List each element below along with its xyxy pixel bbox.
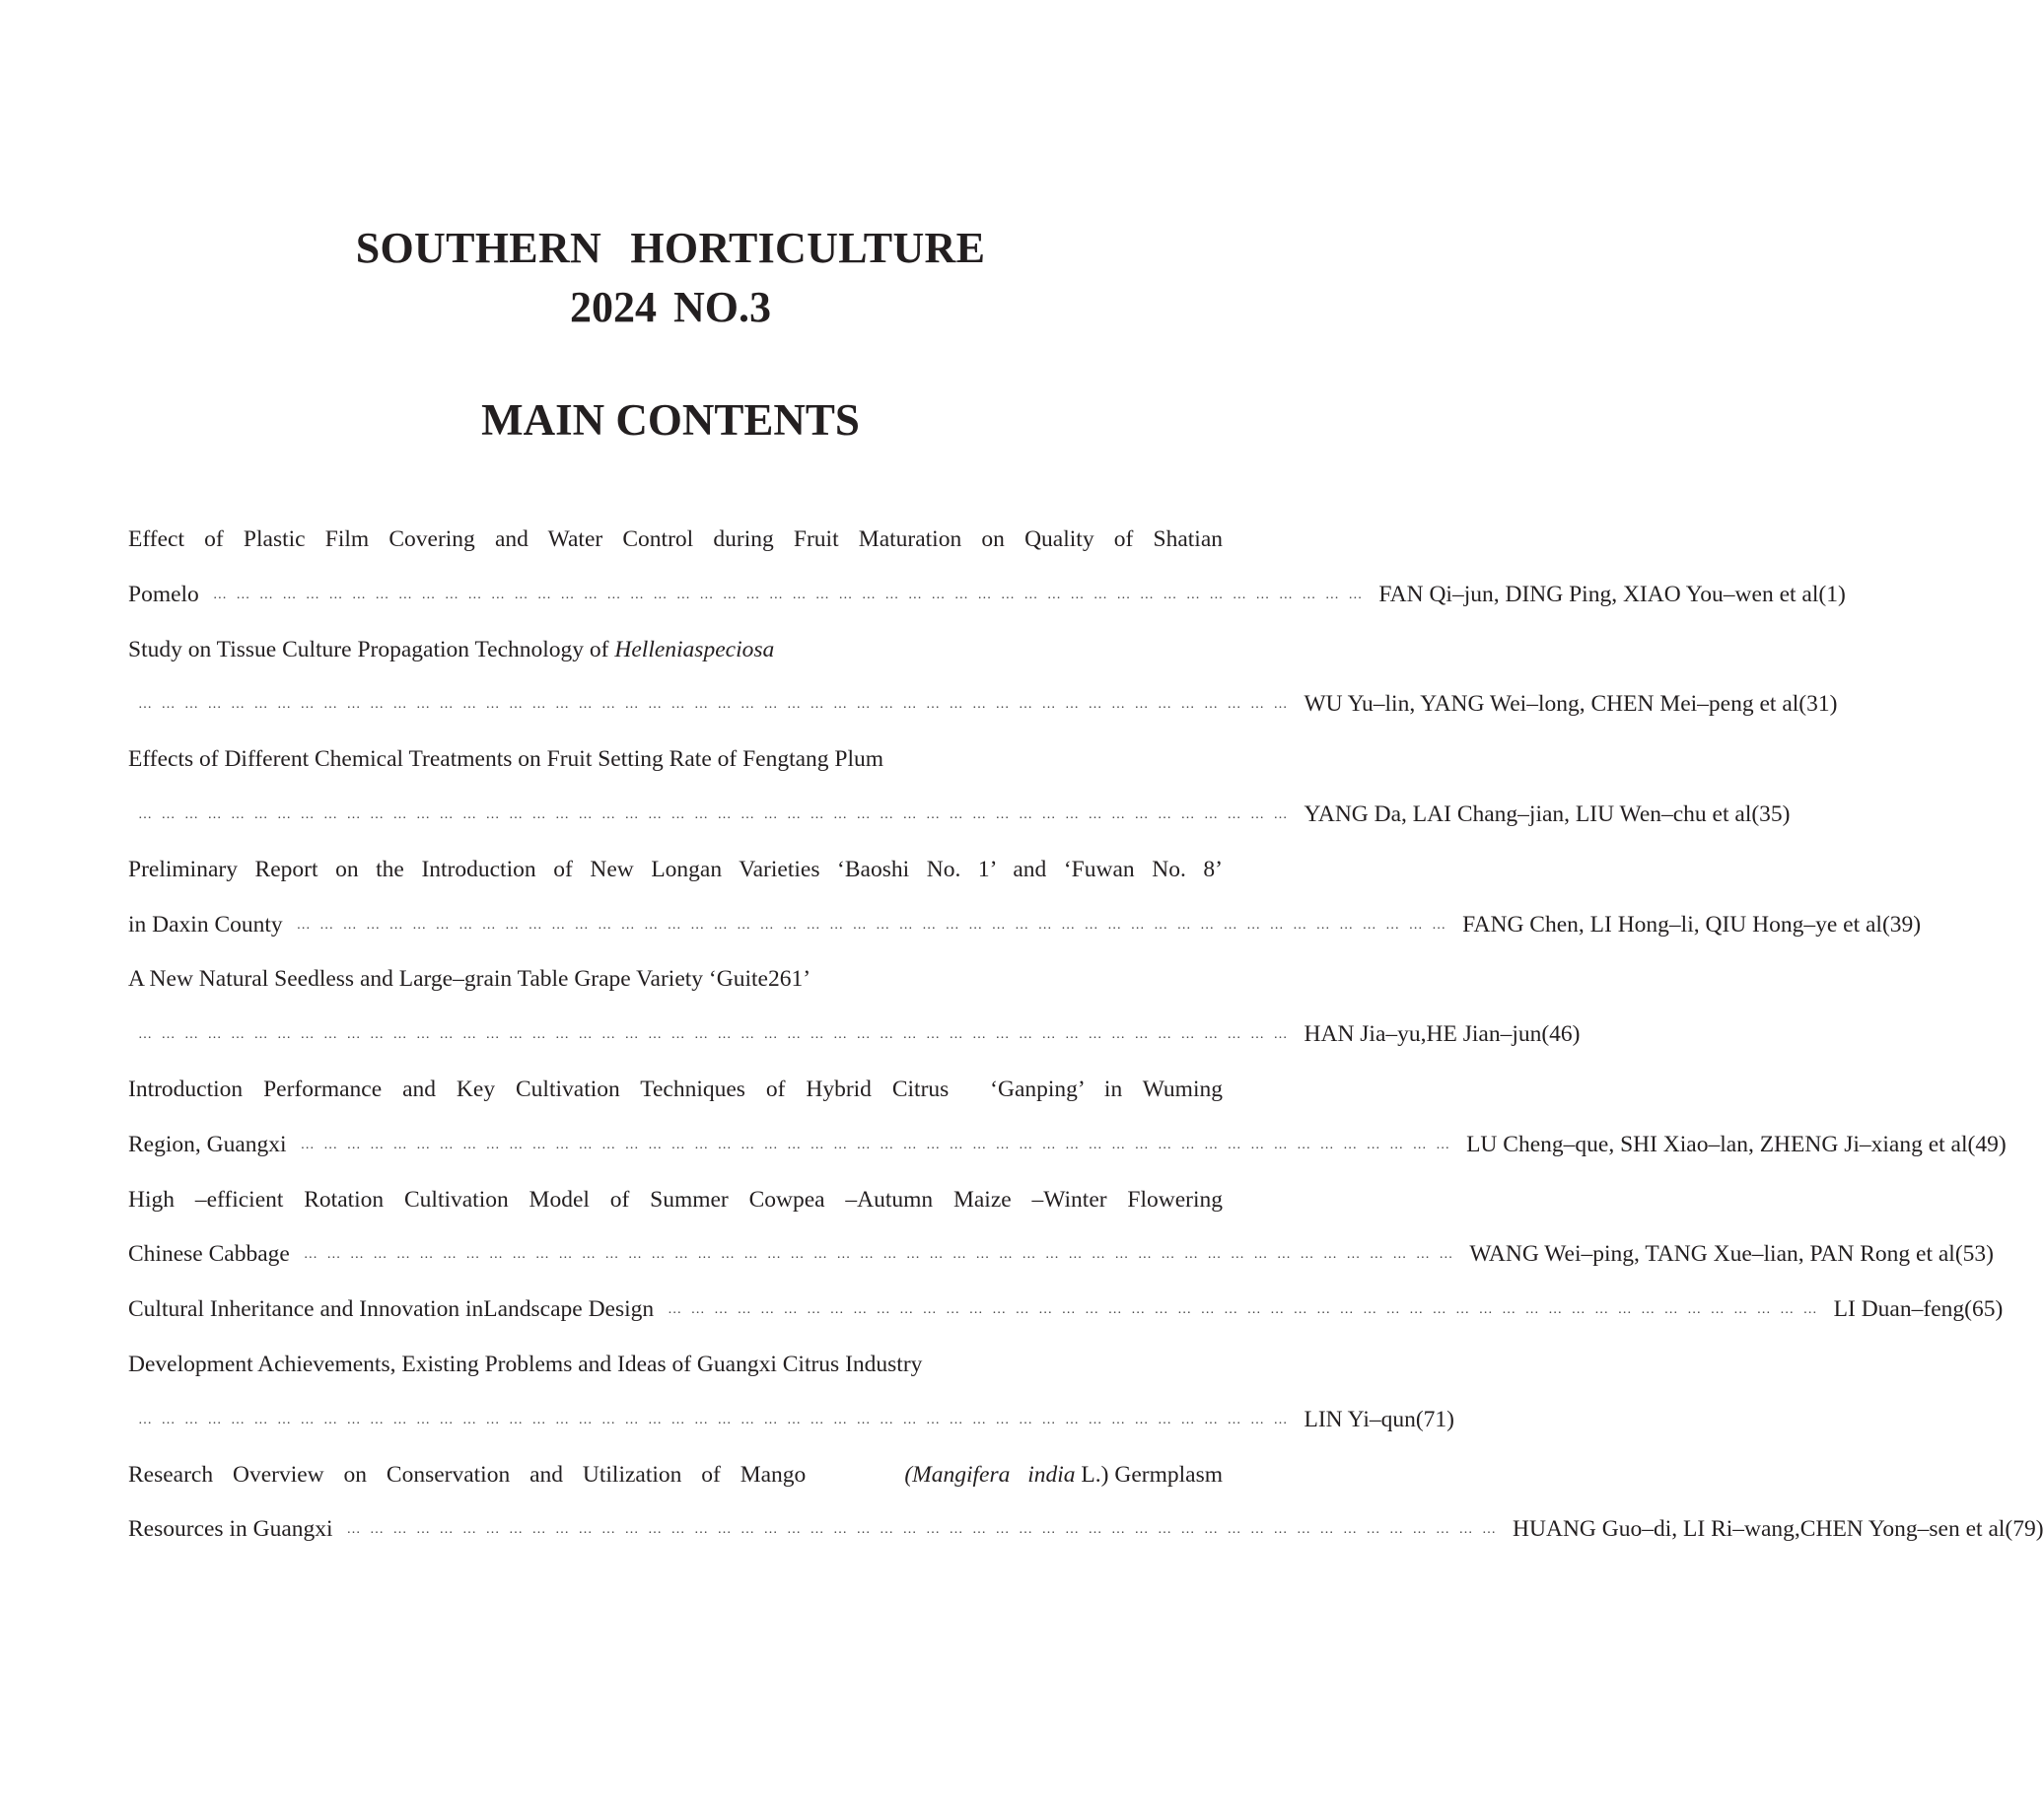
issue-number: 2024 NO.3 xyxy=(570,283,771,331)
dot-leader: … … … … … … … … … … … … … … … … … … … … … … … … … … … … … … … … … … … … … … … … … … … … … … … … … … xyxy=(668,1302,1820,1318)
authors: LI Duan–feng xyxy=(1833,1296,1965,1323)
toc-entry-title-cont: Region, Guangxi xyxy=(128,1131,287,1157)
toc-entry-title-cont: Resources in Guangxi xyxy=(128,1516,333,1543)
toc-entry-byline[interactable] xyxy=(128,568,1846,623)
dot-leader: … … … … … … … … … … … … … … … … … … … … … … … … … … … … … … … … … … … … … … … … … … … … … … … … … … xyxy=(138,697,1291,713)
dot-leader: … … … … … … … … … … … … … … … … … … … … … … … … … … … … … … … … … … … … … … … … … … … … … … … … … … xyxy=(212,587,1366,602)
dot-leader: … … … … … … … … … … … … … … … … … … … … … … … … … … … … … … … … … … … … … … … … … … … … … … … … … … xyxy=(138,1412,1291,1427)
authors: HUANG Guo–di, LI Ri–wang,CHEN Yong–sen et al xyxy=(1513,1516,2006,1543)
toc-entry-title[interactable]: Development Achievements, Existing Problems and Ideas of Guangxi Citrus Industry xyxy=(128,1351,923,1377)
toc-entry-authors xyxy=(1513,1502,2044,1558)
authors: LU Cheng–que, SHI Xiao–lan, ZHENG Ji–xiang et al xyxy=(1466,1131,1968,1157)
toc-entry-title[interactable]: Effects of Different Chemical Treatments on Fruit Setting Rate of Fengtang Plum xyxy=(128,746,884,773)
species-name: Helleniaspeciosa xyxy=(614,636,775,662)
page-number: (65) xyxy=(1964,1296,2004,1323)
toc-entry-title[interactable] xyxy=(128,623,1223,678)
dot-leader: … … … … … … … … … … … … … … … … … … … … … … … … … … … … … … … … … … … … … … … … … … … … … … … … … … xyxy=(296,917,1449,933)
page-number: (46) xyxy=(1541,1021,1581,1048)
dot-leader: … … … … … … … … … … … … … … … … … … … … … … … … … … … … … … … … … … … … … … … … … … … … … … … … … … xyxy=(138,806,1291,822)
title-text-species xyxy=(904,1448,1223,1503)
section-title: MAIN CONTENTS xyxy=(481,395,860,445)
authors: FANG Chen, LI Hong–li, QIU Hong–ye et al xyxy=(1462,911,1882,938)
dot-leader: … … … … … … … … … … … … … … … … … … … … … … … … … … … … … … … … … … … … … … … … … … … … … … … … … … xyxy=(138,1027,1291,1043)
page-number: (31) xyxy=(1798,691,1838,718)
toc-entry-title[interactable]: Preliminary Report on the Introduction of New Longan Varieties ‘Baoshi No. 1’ and ‘Fuwan No. 8’ xyxy=(128,856,1223,882)
authors: HAN Jia–yu,HE Jian–jun xyxy=(1304,1021,1542,1048)
title-text: L.) Germplasm xyxy=(1075,1461,1223,1488)
toc-entry-byline[interactable] xyxy=(128,1502,2044,1558)
toc-entry-byline[interactable] xyxy=(128,1393,1455,1448)
page-number: (53) xyxy=(1954,1241,1994,1268)
toc-entry-byline[interactable] xyxy=(128,1227,1994,1283)
toc-entry-title[interactable]: High –efficient Rotation Cultivation Model of Summer Cowpea –Autumn Maize –Winter Flowering xyxy=(128,1186,1223,1213)
toc-entry-byline[interactable] xyxy=(128,677,1838,732)
table-of-contents xyxy=(128,513,2044,1558)
toc-entry-byline[interactable] xyxy=(128,1118,2007,1173)
page-number: (71) xyxy=(1415,1406,1455,1432)
toc-entry-title[interactable] xyxy=(128,1283,2004,1338)
toc-entry-title[interactable]: Effect of Plastic Film Covering and Water Control during Fruit Maturation on Quality of Shatian xyxy=(128,526,1223,552)
species-name: (Mangifera india xyxy=(904,1461,1076,1488)
title-text: Research Overview on Conservation and Utilization of Mango xyxy=(128,1461,807,1488)
toc-entry-authors xyxy=(1304,788,1791,843)
toc-entry-byline[interactable] xyxy=(128,788,1791,843)
title-text: Cultural Inheritance and Innovation inLandscape Design xyxy=(128,1296,655,1323)
toc-entry-title[interactable]: A New Natural Seedless and Large–grain Table Grape Variety ‘Guite261’ xyxy=(128,966,811,993)
toc-entry-title[interactable] xyxy=(128,1448,1223,1503)
toc-entry-title[interactable]: Introduction Performance and Key Cultivation Techniques of Hybrid Citrus ‘Ganping’ in Wuming xyxy=(128,1076,1223,1102)
toc-entry-authors xyxy=(1304,1008,1581,1063)
page-number: (49) xyxy=(1967,1131,2007,1157)
toc-entry-authors xyxy=(1834,1283,2004,1338)
title-text: Study on Tissue Culture Propagation Technology of xyxy=(128,636,615,662)
authors: WU Yu–lin, YANG Wei–long, CHEN Mei–peng et al xyxy=(1304,691,1799,718)
toc-entry-title-cont: in Daxin County xyxy=(128,911,283,938)
toc-entry-title-cont: Pomelo xyxy=(128,581,199,607)
toc-entry-title-cont: Chinese Cabbage xyxy=(128,1241,290,1268)
authors: WANG Wei–ping, TANG Xue–lian, PAN Rong et al xyxy=(1469,1241,1955,1268)
dot-leader: … … … … … … … … … … … … … … … … … … … … … … … … … … … … … … … … … … … … … … … … … … … … … … … … … … xyxy=(300,1137,1453,1152)
toc-entry-authors xyxy=(1469,1227,1994,1283)
journal-title: SOUTHERN HORTICULTURE xyxy=(355,224,986,272)
toc-entry-byline[interactable] xyxy=(128,1008,1581,1063)
toc-entry-authors xyxy=(1466,1118,2007,1173)
toc-entry-authors xyxy=(1304,1393,1455,1448)
toc-entry-authors xyxy=(1304,677,1838,732)
authors: LIN Yi–qun xyxy=(1304,1406,1416,1432)
toc-entry-authors xyxy=(1378,568,1845,623)
authors: FAN Qi–jun, DING Ping, XIAO You–wen et al xyxy=(1378,581,1819,607)
toc-entry-authors xyxy=(1462,898,1921,953)
dot-leader: … … … … … … … … … … … … … … … … … … … … … … … … … … … … … … … … … … … … … … … … … … … … … … … … … … xyxy=(303,1247,1456,1263)
dot-leader: … … … … … … … … … … … … … … … … … … … … … … … … … … … … … … … … … … … … … … … … … … … … … … … … … … xyxy=(346,1522,1500,1538)
page-number: (79) xyxy=(2005,1516,2044,1543)
toc-entry-byline[interactable] xyxy=(128,898,1922,953)
authors: YANG Da, LAI Chang–jian, LIU Wen–chu et al xyxy=(1304,800,1752,827)
page-number: (39) xyxy=(1881,911,1922,938)
page-number: (35) xyxy=(1751,800,1791,827)
page-number: (1) xyxy=(1818,581,1846,607)
